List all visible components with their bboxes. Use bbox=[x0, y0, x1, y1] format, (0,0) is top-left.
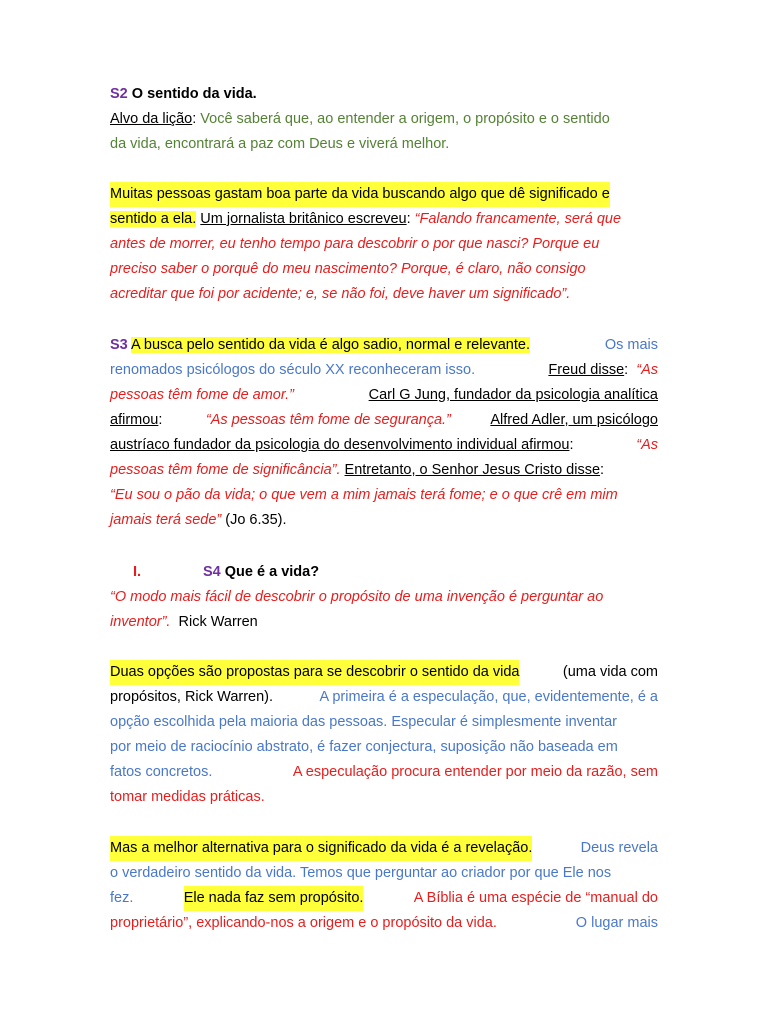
quote-text: “Eu sou o pão da vida; o que vem a mim jamais terá fome; e o que crê em mim bbox=[110, 487, 618, 503]
paragraph-4-line-2 bbox=[110, 861, 658, 886]
highlighted-text: Muitas pessoas gastam boa parte da vida buscando algo que dê significado e bbox=[110, 182, 610, 207]
blue-text: renomados psicólogos do século XX reconheceram isso. bbox=[110, 362, 476, 378]
paragraph-3-line-1 bbox=[110, 660, 658, 685]
blue-text: A primeira é a especulação, que, evidentemente, é a bbox=[319, 689, 658, 705]
quote-text: “As pessoas têm fome de segurança.” bbox=[205, 412, 451, 428]
paragraph-3-line-6 bbox=[110, 785, 658, 810]
quote-text: preciso saber o porquê do meu nascimento? Porque, é claro, não consigo bbox=[110, 261, 586, 277]
slide-label: S2 bbox=[110, 86, 128, 102]
body-text: (uma vida com bbox=[562, 664, 658, 680]
paragraph-1-line-5 bbox=[110, 282, 658, 307]
section-title: Que é a vida? bbox=[224, 564, 320, 580]
lesson-title: O sentido da vida. bbox=[131, 86, 257, 102]
paragraph-4-line-4 bbox=[110, 911, 658, 936]
quote-text: “As bbox=[636, 437, 658, 453]
body-text: propósitos, Rick Warren). bbox=[110, 689, 274, 705]
paragraph-1-line-3 bbox=[110, 232, 658, 257]
blue-text: por meio de raciocínio abstrato, é fazer conjectura, suposição não baseada em bbox=[110, 739, 618, 755]
section-quote-line-2 bbox=[110, 610, 658, 635]
blue-text: Deus revela bbox=[580, 840, 658, 856]
paragraph-1-line-2: sentido a ela. Um jornalista britânico escreveu: “Falando francamente, será que bbox=[110, 211, 622, 227]
paragraph-2-line-3 bbox=[110, 383, 658, 408]
quote-author: Rick Warren bbox=[178, 614, 258, 630]
red-text: tomar medidas práticas. bbox=[110, 789, 265, 805]
paragraph-4-line-1 bbox=[110, 836, 658, 861]
quote-text: “Falando francamente, será que bbox=[414, 211, 622, 227]
quote-text: acreditar que foi por acidente; e, se não foi, deve haver um significado”. bbox=[110, 286, 571, 302]
jung-ref: Carl G Jung, fundador da psicologia analítica bbox=[368, 387, 658, 403]
paragraph-2-line-7 bbox=[110, 483, 658, 508]
jung-ref-cont: afirmou bbox=[110, 412, 159, 428]
section-heading bbox=[133, 560, 681, 585]
lesson-goal-line-1: Alvo da lição: Você saberá que, ao entender a origem, o propósito e o sentido bbox=[110, 111, 610, 127]
quote-text: pessoas têm fome de significância”. bbox=[110, 462, 341, 478]
paragraph-2-line-5: austríaco fundador da psicologia do desenvolvimento individual afirmou: “As bbox=[110, 433, 658, 458]
paragraph-3-line-4 bbox=[110, 735, 658, 760]
lesson-heading bbox=[110, 82, 658, 107]
quote-text: inventor”. bbox=[110, 614, 171, 630]
lesson-goal-text-cont: da vida, encontrará a paz com Deus e viverá melhor. bbox=[110, 136, 450, 152]
paragraph-2-line-8 bbox=[110, 508, 658, 533]
blue-text: o verdadeiro sentido da vida. Temos que perguntar ao criador por que Ele nos bbox=[110, 865, 612, 881]
quote-text: antes de morrer, eu tenho tempo para descobrir o por que nasci? Porque eu bbox=[110, 236, 600, 252]
highlighted-text: A busca pelo sentido da vida é algo sadio, normal e relevante. bbox=[130, 337, 530, 353]
blue-text: fez. bbox=[110, 890, 134, 906]
red-text: proprietário”, explicando-nos a origem e o propósito da vida. bbox=[110, 915, 497, 931]
highlighted-text: Duas opções são propostas para se descobrir o sentido da vida bbox=[110, 660, 519, 685]
highlighted-text: Ele nada faz sem propósito. bbox=[184, 886, 364, 911]
bible-reference: (Jo 6.35). bbox=[225, 512, 287, 528]
lesson-goal-text: Você saberá que, ao entender a origem, o propósito e o sentido bbox=[200, 111, 610, 127]
paragraph-2-line-6: pessoas têm fome de significância”. Entretanto, o Senhor Jesus Cristo disse: bbox=[110, 462, 605, 478]
section-quote-line-1 bbox=[110, 585, 658, 610]
paragraph-2-line-2: renomados psicólogos do século XX reconheceram isso. Freud disse: “As bbox=[110, 358, 658, 383]
highlighted-text: sentido a ela. bbox=[110, 211, 197, 227]
paragraph-2-line-4: afirmou: “As pessoas têm fome de segurança.” Alfred Adler, um psicólogo bbox=[110, 408, 658, 433]
freud-ref: Freud disse bbox=[548, 362, 625, 378]
blue-text: fatos concretos. bbox=[110, 764, 213, 780]
quote-text: pessoas têm fome de amor.” bbox=[110, 387, 295, 403]
slide-label: S4 bbox=[203, 564, 221, 580]
paragraph-2-line-1 bbox=[110, 333, 658, 358]
lesson-goal-line-2 bbox=[110, 132, 658, 157]
adler-ref: Alfred Adler, um psicólogo bbox=[490, 412, 658, 428]
paragraph-3-line-2 bbox=[110, 685, 658, 710]
quote-text: “O modo mais fácil de descobrir o propósito de uma invenção é perguntar ao bbox=[110, 589, 604, 605]
adler-ref-cont: austríaco fundador da psicologia do desenvolvimento individual afirmou bbox=[110, 437, 570, 453]
quote-text: jamais terá sede” bbox=[110, 512, 222, 528]
journalist-ref: Um jornalista britânico escreveu bbox=[200, 211, 407, 227]
paragraph-1-line-4 bbox=[110, 257, 658, 282]
jesus-ref: Entretanto, o Senhor Jesus Cristo disse bbox=[344, 462, 601, 478]
paragraph-3-line-3 bbox=[110, 710, 658, 735]
lesson-goal-label: Alvo da lição bbox=[110, 111, 193, 127]
slide-label: S3 bbox=[110, 337, 128, 353]
blue-text: Os mais bbox=[604, 337, 658, 353]
paragraph-1-line-1 bbox=[110, 182, 658, 207]
paragraph-3-line-5 bbox=[110, 760, 658, 785]
quote-text: “As bbox=[636, 362, 658, 378]
highlighted-text: Mas a melhor alternativa para o significado da vida é a revelação. bbox=[110, 836, 532, 861]
blue-text: O lugar mais bbox=[575, 915, 658, 931]
red-text: A Bíblia é uma espécie de “manual do bbox=[413, 890, 658, 906]
red-text: A especulação procura entender por meio da razão, sem bbox=[292, 764, 658, 780]
section-numeral: I. bbox=[133, 564, 142, 580]
blue-text: opção escolhida pela maioria das pessoas. Especular é simplesmente inventar bbox=[110, 714, 617, 730]
paragraph-4-line-3 bbox=[110, 886, 658, 911]
